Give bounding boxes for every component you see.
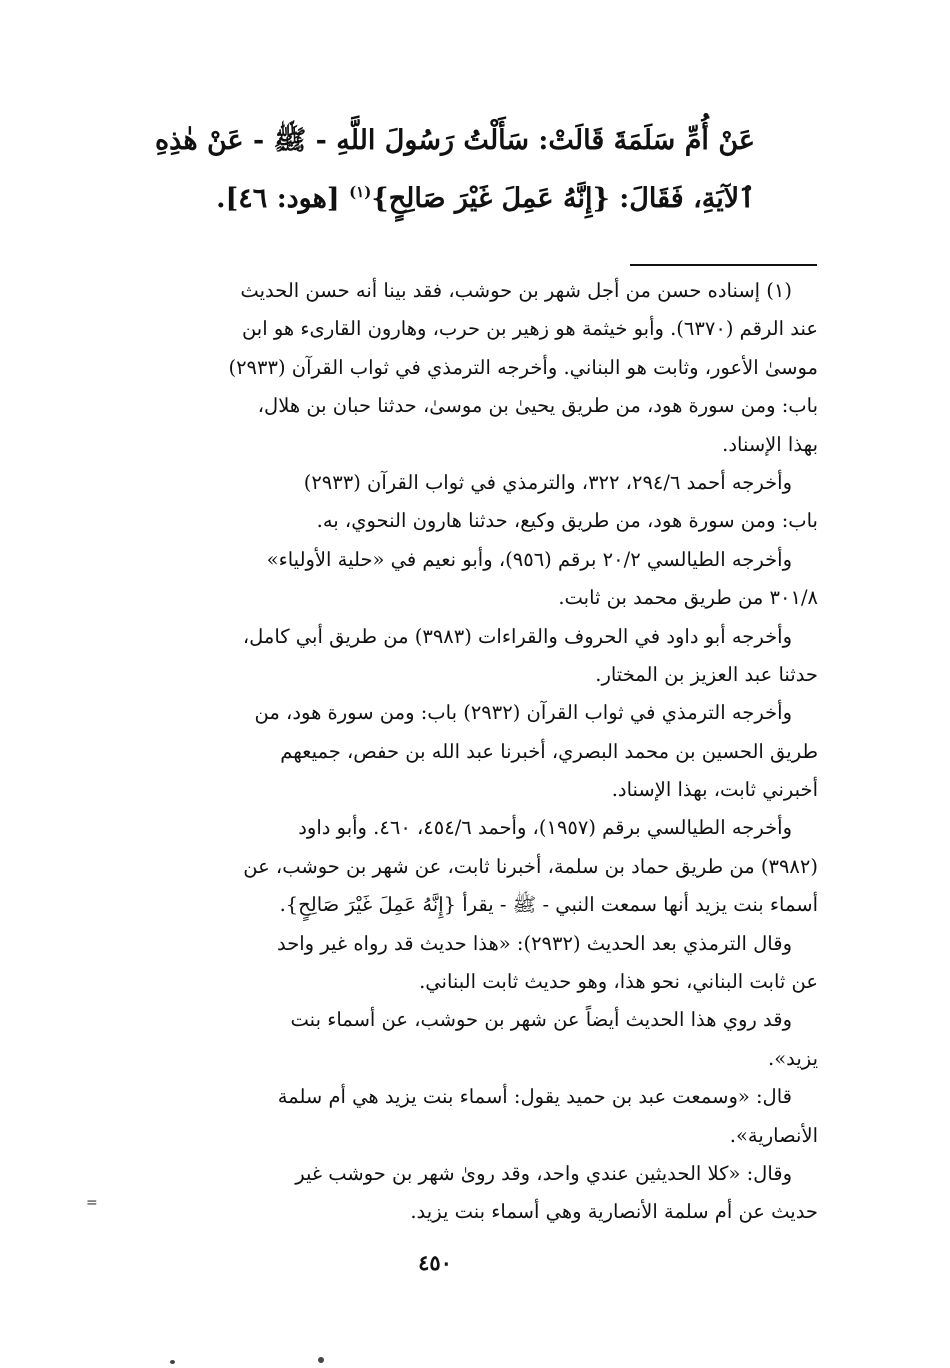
scan-speck <box>170 1360 175 1364</box>
page-number: ٤٥٠ <box>418 1250 452 1275</box>
footnote-line: عند الرقم (٦٣٧٠). وأبو خيثمة هو زهير بن حرب، وهارون القارىء هو ابن <box>241 317 818 341</box>
footnote-line: وأخرجه أبو داود في الحروف والقراءات (٣٩٨٣) من طريق أبي كامل، <box>242 624 792 648</box>
margin-mark: = <box>86 1195 98 1211</box>
hadith-line-1: عَنْ أُمِّ سَلَمَةَ قَالَتْ: سَأَلْتُ رَسُولَ اللَّهِ - ﷺ - عَنْ هٰذِهِ <box>155 125 755 156</box>
hadith-verse: ٱلآيَةِ، فَقَالَ: {إِنَّهُ عَمِلَ غَيْرَ صَالِحٍ} <box>371 183 755 214</box>
footnote-line: طريق الحسين بن محمد البصري، أخبرنا عبد الله بن حفص، جميعهم <box>280 739 818 763</box>
footnote-line: (١) إسناده حسن من أجل شهر بن حوشب، فقد بينا أنه حسن الحديث <box>240 279 792 302</box>
footnote-line: باب: ومن سورة هود، من طريق وكيع، حدثنا هارون النحوي، به. <box>316 509 818 533</box>
hadith-verse-reference: [هود: ٤٦]. <box>216 183 350 214</box>
footnote-line: يزيد». <box>768 1046 818 1070</box>
footnote-line: حديث عن أم سلمة الأنصارية وهي أسماء بنت يزيد. <box>410 1200 818 1224</box>
hadith-text <box>110 112 755 228</box>
footnote-line: وأخرجه الطيالسي ٢٠/٢ برقم (٩٥٦)، وأبو نعيم في «حلية الأولياء» <box>266 547 792 571</box>
footnote-line: وأخرجه الترمذي في ثواب القرآن (٢٩٣٢) باب: ومن سورة هود، من <box>254 701 792 725</box>
footnote-separator <box>630 264 817 266</box>
footnote-line: وقال: «كلا الحديثين عندي واحد، وقد روىٰ شهر بن حوشب غير <box>295 1161 792 1185</box>
footnote-line: أسماء بنت يزيد أنها سمعت النبي - ﷺ - يقرأ {إِنَّهُ عَمِلَ غَيْرَ صَالِحٍ}. <box>279 893 818 917</box>
footnote-line: عن ثابت البناني، نحو هذا، وهو حديث ثابت البناني. <box>419 970 818 994</box>
footnotes <box>108 272 818 1232</box>
footnote-line: حدثنا عبد العزيز بن المختار. <box>595 662 818 686</box>
hadith-line-2 <box>110 170 755 228</box>
footnote-marker[interactable]: (١) <box>349 183 372 201</box>
footnote-line: (٣٩٨٢) من طريق حماد بن سلمة، أخبرنا ثابت، عن شهر بن حوشب، عن <box>243 854 818 878</box>
footnote-line: موسىٰ الأعور، وثابت هو البناني. وأخرجه الترمذي في ثواب القرآن (٢٩٣٣) <box>228 355 818 379</box>
footnote-line: باب: ومن سورة هود، من طريق يحيىٰ بن موسىٰ، حدثنا حبان بن هلال، <box>257 394 818 418</box>
footnote-line: وأخرجه أحمد ٢٩٤/٦، ٣٢٢، والترمذي في ثواب القرآن (٢٩٣٣) <box>303 470 792 494</box>
footnote-line: ٣٠١/٨ من طريق محمد بن ثابت. <box>558 586 818 610</box>
footnote-line: أخبرني ثابت، بهذا الإسناد. <box>611 778 818 802</box>
footnote-line: وقال الترمذي بعد الحديث (٢٩٣٢): «هذا حديث قد رواه غير واحد <box>276 931 792 955</box>
footnote-line: وقد روي هذا الحديث أيضاً عن شهر بن حوشب، عن أسماء بنت <box>290 1008 792 1032</box>
footnote-line: بهذا الإسناد. <box>722 432 818 456</box>
footnote-line: وأخرجه الطيالسي برقم (١٩٥٧)، وأحمد ٤٥٤/٦، ٤٦٠. وأبو داود <box>298 816 792 840</box>
scan-speck <box>318 1357 324 1363</box>
footnote-line: قال: «وسمعت عبد بن حميد يقول: أسماء بنت يزيد هي أم سلمة <box>277 1085 792 1109</box>
footnote-line: الأنصارية». <box>729 1123 818 1147</box>
